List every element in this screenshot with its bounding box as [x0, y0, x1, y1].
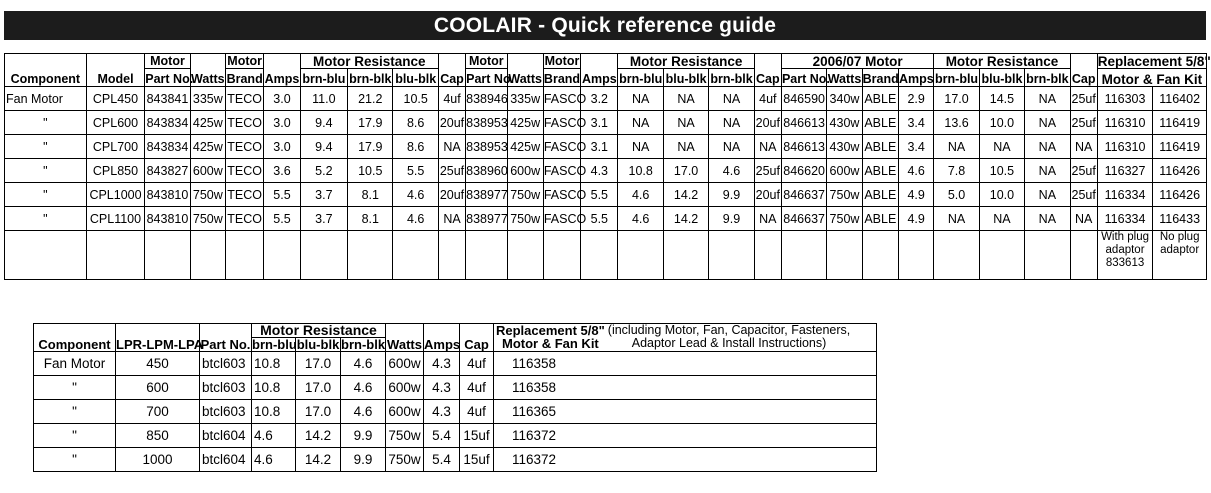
table-cell: 4.3 [424, 376, 460, 400]
header-watts-2: Watts [507, 54, 543, 87]
table-cell: 430w [827, 111, 862, 135]
table-row [34, 424, 877, 448]
t2-header-component: Component [34, 324, 116, 352]
table-cell: NA [754, 207, 781, 231]
table-cell: CPL1100 [86, 207, 145, 231]
header-brand: Brand [225, 69, 263, 87]
table-cell: 116334 [1097, 183, 1153, 207]
table-cell: 838960 [466, 159, 507, 183]
table-cell: FASCO [543, 111, 580, 135]
table-cell: TECO [225, 183, 263, 207]
table-cell: 4.3 [424, 400, 460, 424]
table-cell: 116372 [494, 424, 877, 448]
table-row [5, 183, 1207, 207]
table-cell: 4uf [460, 352, 494, 376]
table-cell: 600w [386, 376, 424, 400]
table-cell: " [34, 448, 116, 472]
table-cell: 750w [827, 183, 862, 207]
table-cell: 5.4 [424, 424, 460, 448]
table-cell: 4.6 [393, 183, 438, 207]
table-cell: " [34, 376, 116, 400]
table-cell: 9.4 [300, 111, 347, 135]
table-cell: 116365 [494, 400, 877, 424]
table-cell: 17.0 [296, 376, 341, 400]
table-cell: NA [663, 111, 708, 135]
table-cell: 17.9 [348, 135, 393, 159]
table-cell: 17.9 [348, 111, 393, 135]
note-with-plug: With plug adaptor 833613 [1097, 231, 1153, 280]
table-cell: 116402 [1153, 87, 1207, 111]
table-cell: 116334 [1097, 207, 1153, 231]
table-cell: 9.9 [341, 424, 386, 448]
table-cell: 4.6 [341, 400, 386, 424]
table-cell: 25uf [1070, 111, 1097, 135]
table-cell: 425w [507, 135, 543, 159]
header-cap-2: Cap [754, 54, 781, 87]
table-cell: NA [618, 111, 663, 135]
t2-header-part-no: Part No. [200, 324, 252, 352]
table-cell: ABLE [862, 183, 898, 207]
table-cell: 4uf [438, 87, 465, 111]
header-motor-brand-top: Motor [227, 54, 263, 68]
table-cell: 838977 [466, 207, 507, 231]
table-cell: 9.9 [709, 207, 754, 231]
table-cell: NA [618, 87, 663, 111]
table-cell: 600w [386, 352, 424, 376]
table-cell: 425w [190, 111, 225, 135]
t2-header-motor-resistance: Motor Resistance [252, 324, 386, 338]
table-cell: 4uf [460, 400, 494, 424]
table-cell: 4.6 [393, 207, 438, 231]
table-cell: NA [979, 207, 1024, 231]
table-cell: 4.6 [252, 424, 296, 448]
table-cell: 10.0 [979, 111, 1024, 135]
table-cell: 116358 [494, 352, 877, 376]
table-cell: 20uf [754, 183, 781, 207]
table-cell: 5.5 [264, 183, 300, 207]
table-cell: TECO [225, 111, 263, 135]
table-cell: 25uf [1070, 159, 1097, 183]
header-part-no: Part No. [145, 69, 190, 87]
header-motor-group: Motor [145, 54, 190, 69]
table-cell: NA [618, 135, 663, 159]
table-cell: NA [1025, 207, 1070, 231]
table-cell: 3.1 [581, 111, 618, 135]
table-cell: 843841 [145, 87, 190, 111]
table-cell: btcl603 [200, 400, 252, 424]
table-cell: 335w [190, 87, 225, 111]
table-cell: " [5, 111, 87, 135]
table-cell: FASCO [543, 207, 580, 231]
table-cell: 843810 [145, 183, 190, 207]
table-cell: 11.0 [300, 87, 347, 111]
table-cell: 3.2 [581, 87, 618, 111]
table-cell: FASCO [543, 183, 580, 207]
table-cell: 15uf [460, 448, 494, 472]
t2-header-watts: Watts [386, 324, 424, 352]
header-watts-3: Watts [827, 69, 862, 87]
table-cell: 425w [190, 135, 225, 159]
table-cell: 4.9 [898, 207, 933, 231]
table-cell: Fan Motor [5, 87, 87, 111]
table-cell: 116433 [1153, 207, 1207, 231]
table-cell: 843834 [145, 135, 190, 159]
coolair-reference-table [4, 53, 1211, 280]
table-cell: " [5, 183, 87, 207]
table-cell: 846637 [781, 183, 826, 207]
table1-body [5, 87, 1207, 231]
table-cell: 8.1 [348, 183, 393, 207]
header-brn-blk-3: brn-blk [1025, 69, 1070, 87]
table-cell: 4uf [460, 376, 494, 400]
table-cell: Fan Motor [34, 352, 116, 376]
table-cell: 20uf [438, 183, 465, 207]
table-cell: 14.2 [296, 424, 341, 448]
table-cell: " [5, 207, 87, 231]
table-cell: ABLE [862, 135, 898, 159]
table-row [5, 111, 1207, 135]
table-cell: 838953 [466, 111, 507, 135]
table-cell: 17.0 [296, 352, 341, 376]
table-cell: TECO [225, 135, 263, 159]
table-row [34, 376, 877, 400]
table-cell: 116426 [1153, 159, 1207, 183]
header-blu-blk: blu-blk [393, 69, 438, 87]
table-cell: 4.6 [618, 207, 663, 231]
t2-header-motor-fan-kit: Motor & Fan Kit [502, 336, 599, 351]
table-cell: 25uf [1070, 87, 1097, 111]
table-cell: 750w [507, 183, 543, 207]
table-cell: 430w [827, 135, 862, 159]
table-cell: NA [1070, 207, 1097, 231]
table-cell: NA [1025, 111, 1070, 135]
header-component: Component [5, 54, 87, 87]
t2-header-replacement: Replacement 5/8" [496, 323, 605, 338]
table-row [34, 352, 877, 376]
table-cell: 20uf [438, 111, 465, 135]
table-cell: 14.2 [296, 448, 341, 472]
table-cell: NA [979, 135, 1024, 159]
table-cell: " [34, 400, 116, 424]
table-cell: btcl604 [200, 424, 252, 448]
table-cell: 4uf [754, 87, 781, 111]
header-motor-resistance: Motor Resistance [300, 54, 438, 69]
table-cell: NA [438, 135, 465, 159]
table-cell: 116419 [1153, 135, 1207, 159]
table-cell: ABLE [862, 159, 898, 183]
header-motor-resistance-2: Motor Resistance [618, 54, 754, 69]
table-cell: 15uf [460, 424, 494, 448]
table-cell: NA [709, 87, 754, 111]
table-cell: 5.5 [393, 159, 438, 183]
table-cell: 3.0 [264, 87, 300, 111]
table-cell: NA [754, 135, 781, 159]
header-watts: Watts [190, 54, 225, 87]
table-cell: 10.8 [618, 159, 663, 183]
table-cell: 3.7 [300, 183, 347, 207]
table-cell: NA [934, 207, 979, 231]
table-cell: " [5, 159, 87, 183]
table-cell: 10.5 [393, 87, 438, 111]
t2-header-brn-blk: brn-blk [341, 337, 386, 352]
table-cell: 116310 [1097, 135, 1153, 159]
table-cell: 838953 [466, 135, 507, 159]
table-cell: 750w [507, 207, 543, 231]
t2-header-cap: Cap [460, 324, 494, 352]
table-cell: 850 [116, 424, 200, 448]
table-cell: 700 [116, 400, 200, 424]
table-cell: 600w [386, 400, 424, 424]
table-cell: 5.0 [934, 183, 979, 207]
table-cell: ABLE [862, 111, 898, 135]
table-row [34, 448, 877, 472]
table-cell: CPL1000 [86, 183, 145, 207]
table-cell: 116426 [1153, 183, 1207, 207]
table-cell: ABLE [862, 87, 898, 111]
t2-header-brn-blu: brn-blu [252, 337, 297, 352]
table-cell: 116419 [1153, 111, 1207, 135]
table-cell: 335w [507, 87, 543, 111]
table-cell: 600w [507, 159, 543, 183]
table-cell: 10.8 [252, 352, 296, 376]
header-part-no-2: Part No. [466, 69, 507, 87]
table-cell: btcl603 [200, 376, 252, 400]
t2-header-replacement-cell [494, 324, 877, 352]
table-cell: 116358 [494, 376, 877, 400]
table-cell: 20uf [754, 111, 781, 135]
table-row [5, 159, 1207, 183]
table-cell: NA [1025, 183, 1070, 207]
header-part-no-3: Part No. [781, 69, 826, 87]
table-cell: " [34, 424, 116, 448]
table-cell: CPL850 [86, 159, 145, 183]
t2-header-amps: Amps [424, 324, 460, 352]
table-cell: FASCO [543, 159, 580, 183]
table-cell: 600 [116, 376, 200, 400]
header-brand-3: Brand [862, 69, 898, 87]
table-cell: 846613 [781, 111, 826, 135]
table-cell: 600w [827, 159, 862, 183]
table-row [5, 135, 1207, 159]
table-cell: 13.6 [934, 111, 979, 135]
table-cell: 4.6 [341, 352, 386, 376]
table-cell: 9.9 [709, 183, 754, 207]
table-cell: FASCO [543, 135, 580, 159]
table-cell: 4.3 [424, 352, 460, 376]
table-cell: 8.1 [348, 207, 393, 231]
table-cell: btcl603 [200, 352, 252, 376]
table-cell: NA [1070, 135, 1097, 159]
table-cell: 3.6 [264, 159, 300, 183]
table-cell: 600w [190, 159, 225, 183]
header-brn-blu: brn-blu [300, 69, 347, 87]
table-cell: 9.9 [341, 448, 386, 472]
table-cell: btcl604 [200, 448, 252, 472]
table-cell: 10.8 [252, 400, 296, 424]
table-cell: 2.9 [898, 87, 933, 111]
page-title: COOLAIR - Quick reference guide [4, 11, 1206, 40]
header-2006-motor: 2006/07 Motor [781, 54, 933, 69]
table-cell: TECO [225, 207, 263, 231]
table-cell: 4.6 [252, 448, 296, 472]
header-model: Model [86, 54, 145, 87]
table-cell: 10.5 [979, 159, 1024, 183]
header-brn-blu-3: brn-blu [934, 69, 979, 87]
table-cell: 750w [386, 424, 424, 448]
header-blu-blk-2: blu-blk [663, 69, 708, 87]
table-cell: 3.1 [581, 135, 618, 159]
table-cell: 7.8 [934, 159, 979, 183]
table-cell: " [5, 135, 87, 159]
table-cell: 750w [386, 448, 424, 472]
table-cell: 425w [507, 111, 543, 135]
header-brn-blk-2: brn-blk [709, 69, 754, 87]
table-cell: CPL600 [86, 111, 145, 135]
table-cell: 116310 [1097, 111, 1153, 135]
header-amps: Amps [264, 54, 300, 87]
table-cell: 5.5 [581, 207, 618, 231]
table-cell: NA [438, 207, 465, 231]
table-cell: NA [934, 135, 979, 159]
table-cell: 750w [190, 207, 225, 231]
table-cell: TECO [225, 87, 263, 111]
table-cell: FASCO [543, 87, 580, 111]
table-cell: NA [663, 87, 708, 111]
table-cell: 3.7 [300, 207, 347, 231]
table-row [34, 400, 877, 424]
t2-header-including-2: Adaptor Lead & Install Instructions) [631, 336, 827, 350]
table-cell: 846590 [781, 87, 826, 111]
header-cap-3: Cap [1070, 54, 1097, 87]
table-cell: 10.5 [348, 159, 393, 183]
table-cell: 14.2 [663, 207, 708, 231]
header-amps-3: Amps [898, 69, 933, 87]
table-cell: 838977 [466, 183, 507, 207]
table-cell: 750w [190, 183, 225, 207]
table-row [5, 87, 1207, 111]
table-cell: 846620 [781, 159, 826, 183]
table-cell: 10.0 [979, 183, 1024, 207]
table2-body [34, 352, 877, 472]
table-cell: ABLE [862, 207, 898, 231]
header-replacement: Replacement 5/8" [1097, 54, 1211, 69]
table-cell: 3.0 [264, 135, 300, 159]
table-cell: 4.6 [709, 159, 754, 183]
table-cell: NA [709, 135, 754, 159]
t2-header-including: (including Motor, Fan, Capacitor, Fasteners, [607, 323, 851, 337]
table-cell: 10.8 [252, 376, 296, 400]
table-cell: 116327 [1097, 159, 1153, 183]
table-cell: 843810 [145, 207, 190, 231]
t2-header-lpr: LPR-LPM-LPA [116, 324, 200, 352]
table-cell: 5.2 [300, 159, 347, 183]
table-cell: 4.6 [618, 183, 663, 207]
table-cell: 843827 [145, 159, 190, 183]
table-cell: 340w [827, 87, 862, 111]
table-cell: 5.4 [424, 448, 460, 472]
table-row [5, 207, 1207, 231]
table-cell: 5.5 [581, 183, 618, 207]
table-cell: 25uf [438, 159, 465, 183]
table-cell: 4.9 [898, 183, 933, 207]
table-cell: 17.0 [296, 400, 341, 424]
table-cell: CPL700 [86, 135, 145, 159]
table-cell: 846637 [781, 207, 826, 231]
header-motor-fan-kit: Motor & Fan Kit [1097, 69, 1206, 87]
table-cell: 3.0 [264, 111, 300, 135]
table-cell: 838946 [466, 87, 507, 111]
table-cell: TECO [225, 159, 263, 183]
table-cell: 8.6 [393, 135, 438, 159]
t2-header-blu-blk: blu-blk [296, 337, 340, 352]
table-cell: 14.2 [663, 183, 708, 207]
table-cell: NA [1025, 87, 1070, 111]
table-cell: 17.0 [934, 87, 979, 111]
header-motor-brand-top-2: Motor [544, 54, 580, 68]
table-cell: NA [1025, 159, 1070, 183]
header-brand-2: Brand [543, 69, 580, 87]
table-cell: 1000 [116, 448, 200, 472]
table1-notes-row [5, 231, 1207, 280]
table-cell: 21.2 [348, 87, 393, 111]
header-cap: Cap [438, 54, 465, 87]
table-cell: 8.6 [393, 111, 438, 135]
table-cell: 3.4 [898, 111, 933, 135]
table-cell: 116372 [494, 448, 877, 472]
table-cell: 17.0 [663, 159, 708, 183]
table-cell: 9.4 [300, 135, 347, 159]
table-cell: NA [709, 111, 754, 135]
table-cell: 846613 [781, 135, 826, 159]
table-cell: 116303 [1097, 87, 1153, 111]
table-cell: NA [663, 135, 708, 159]
table-cell: 25uf [1070, 183, 1097, 207]
header-amps-2: Amps [581, 54, 618, 87]
header-brn-blk: brn-blk [348, 69, 393, 87]
table-cell: 3.4 [898, 135, 933, 159]
header-motor-resistance-3: Motor Resistance [934, 54, 1070, 69]
header-brn-blu-2: brn-blu [618, 69, 663, 87]
table-cell: 450 [116, 352, 200, 376]
table-cell: 843834 [145, 111, 190, 135]
table-cell: NA [1025, 135, 1070, 159]
table-cell: 750w [827, 207, 862, 231]
header-blu-blk-3: blu-blk [979, 69, 1024, 87]
lpr-reference-table [33, 323, 877, 472]
table-cell: 25uf [754, 159, 781, 183]
table-cell: 5.5 [264, 207, 300, 231]
table-cell: CPL450 [86, 87, 145, 111]
table-cell: 4.6 [898, 159, 933, 183]
table-cell: 4.3 [581, 159, 618, 183]
header-motor-group-2: Motor [466, 54, 507, 69]
table-cell: 14.5 [979, 87, 1024, 111]
note-no-plug: No plug adaptor [1153, 231, 1207, 280]
table-cell: 4.6 [341, 376, 386, 400]
